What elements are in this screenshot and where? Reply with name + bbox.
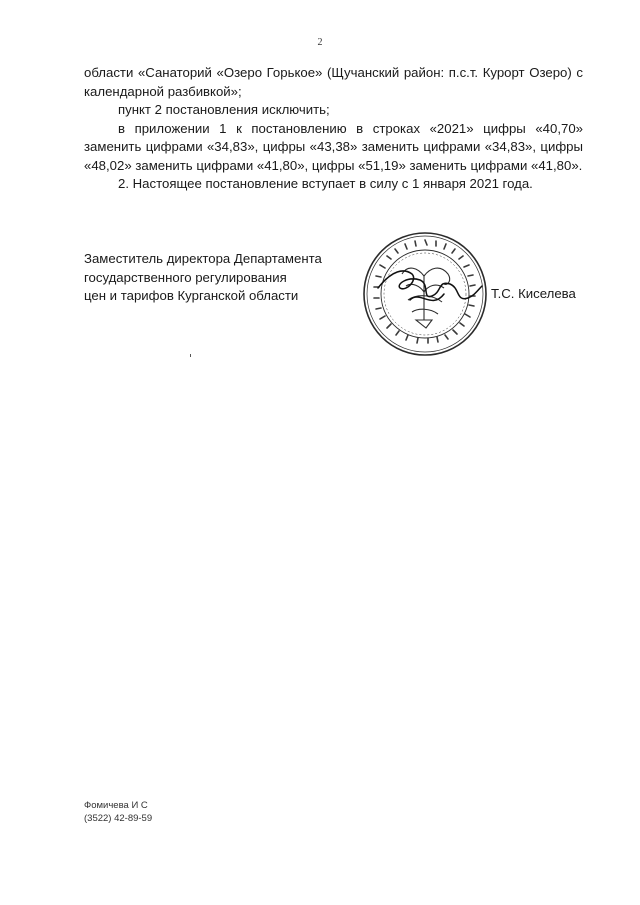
position-line: Заместитель директора Департамента — [84, 251, 322, 266]
signatory-name: Т.С. Киселева — [491, 286, 576, 301]
body-paragraph: области «Санаторий «Озеро Горькое» (Щучанский район: п.с.т. Курорт Озеро) с календарной разбивкой»; — [84, 65, 583, 99]
body-paragraph: 2. Настоящее постановление вступает в силу с 1 января 2021 года. — [118, 176, 533, 191]
body-paragraph: пункт 2 постановления исключить; — [118, 102, 330, 117]
scan-speck — [190, 354, 191, 357]
contact-footer — [84, 799, 152, 825]
position-line: государственного регулирования — [84, 269, 287, 285]
signature-position — [84, 250, 322, 306]
document-body — [84, 64, 583, 194]
page-number: 2 — [317, 37, 323, 48]
contact-phone: (3522) 42-89-59 — [84, 813, 153, 824]
contact-name: Фомичева И С — [84, 800, 148, 811]
position-line: цен и тарифов Курганской области — [84, 288, 299, 303]
official-seal-stamp — [360, 228, 490, 360]
body-paragraph: в приложении 1 к постановлению в строках «2021» цифры «40,70» заменить цифрами «34,83», цифры «43,38» заменить цифрами «34,83», цифры «48,02» заменить цифрами «41,80», цифры «51,19» заменить цифрами «41,80». — [84, 120, 583, 173]
